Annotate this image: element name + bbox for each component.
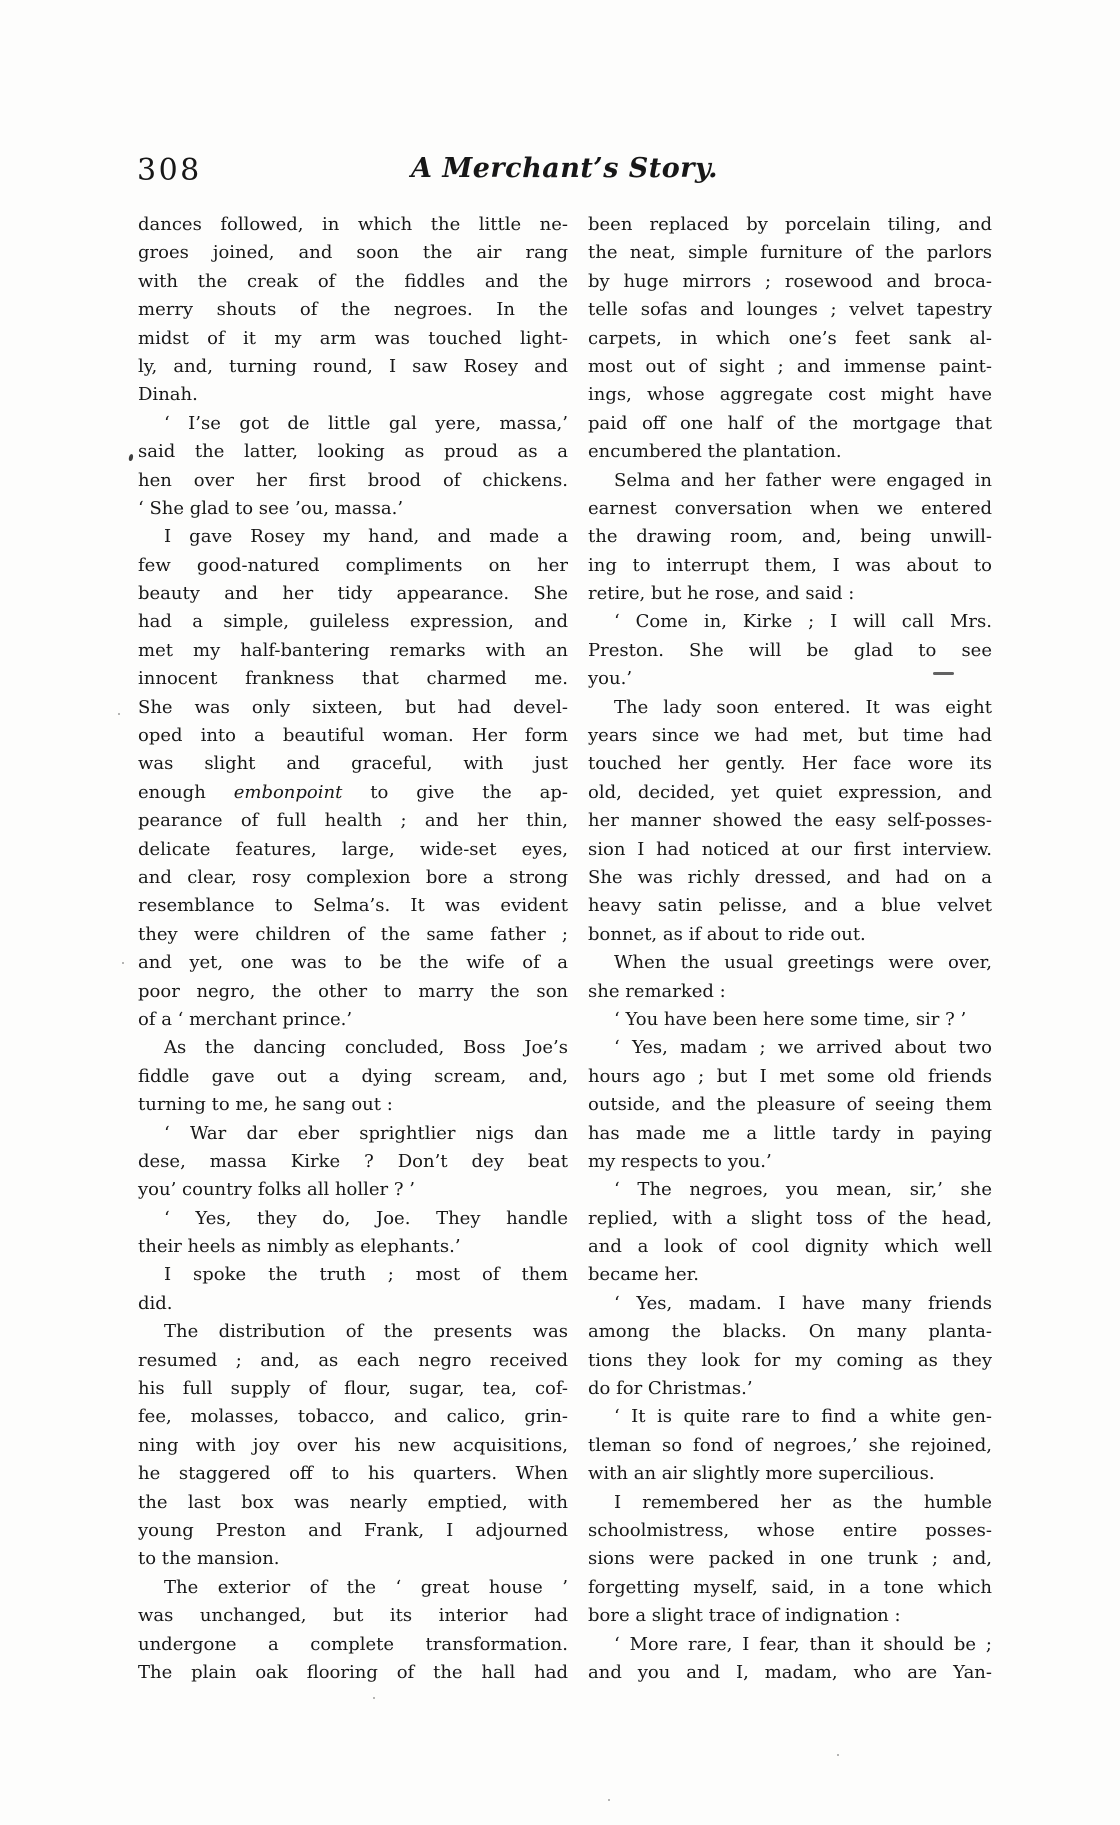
text-line: ‘ It is quite rare to find a white gen- bbox=[614, 1406, 992, 1428]
text-line: by huge mirrors ; rosewood and broca- bbox=[588, 270, 992, 292]
text-line: ‘ War dar eber sprightlier nigs dan bbox=[164, 1122, 568, 1144]
text-line: and clear, rosy complexion bore a strong bbox=[138, 866, 568, 888]
text-line: forgetting myself, said, in a tone which bbox=[588, 1576, 992, 1598]
text-line: tions they look for my coming as they bbox=[588, 1349, 992, 1371]
text-line: pearance of full health ; and her thin, bbox=[138, 810, 568, 832]
text-line: with the creak of the fiddles and the bbox=[138, 270, 568, 292]
text-line: schoolmistress, whose entire posses- bbox=[588, 1519, 992, 1541]
text-line: did. bbox=[138, 1292, 173, 1314]
scan-speck bbox=[608, 1799, 610, 1801]
scan-speck bbox=[118, 713, 120, 715]
text-line: ‘ Yes, madam ; we arrived about two bbox=[614, 1037, 992, 1059]
text-line: paid off one half of the mortgage that bbox=[588, 412, 992, 434]
text-line: resumed ; and, as each negro received bbox=[138, 1349, 568, 1371]
text-line: I spoke the truth ; most of them bbox=[164, 1264, 568, 1286]
text-line: Dinah. bbox=[138, 384, 198, 406]
text-line: hours ago ; but I met some old friends bbox=[588, 1065, 992, 1087]
text-line: ‘ You have been here some time, sir ? ’ bbox=[614, 1008, 967, 1030]
text-line: The exterior of the ‘ great house ’ bbox=[164, 1576, 568, 1598]
text-line: ‘ Yes, they do, Joe. They handle bbox=[164, 1207, 568, 1229]
text-line: of a ‘ merchant prince.’ bbox=[138, 1008, 353, 1030]
text-line: you.’ bbox=[588, 668, 633, 690]
text-line: telle sofas and lounges ; velvet tapestry bbox=[588, 299, 992, 321]
text-line: undergone a complete transformation. bbox=[138, 1633, 568, 1655]
text-line: was unchanged, but its interior had bbox=[138, 1605, 568, 1627]
text-line: years since we had met, but time had bbox=[588, 725, 992, 747]
scan-ink-mark bbox=[128, 454, 134, 462]
text-line: has made me a little tardy in paying bbox=[588, 1122, 992, 1144]
text-line: touched her gently. Her face wore its bbox=[588, 753, 992, 775]
text-line: bonnet, as if about to ride out. bbox=[588, 923, 866, 945]
text-line: said the latter, looking as proud as a bbox=[138, 441, 568, 463]
text-line: the neat, simple furniture of the parlors bbox=[588, 242, 992, 264]
text-line: carpets, in which one’s feet sank al- bbox=[588, 327, 992, 349]
text-line: When the usual greetings were over, bbox=[614, 952, 992, 974]
text-line: he staggered off to his quarters. When bbox=[138, 1463, 568, 1485]
text-line: The lady soon entered. It was eight bbox=[614, 696, 992, 718]
text-line: fiddle gave out a dying scream, and, bbox=[138, 1065, 568, 1087]
text-line: his full supply of flour, sugar, tea, cof- bbox=[138, 1378, 568, 1400]
text-line: As the dancing concluded, Boss Joe’s bbox=[164, 1037, 568, 1059]
text-line: I remembered her as the humble bbox=[614, 1491, 992, 1513]
text-line: Selma and her father were engaged in bbox=[614, 469, 992, 491]
scan-speck bbox=[837, 1754, 839, 1756]
text-line: tleman so fond of negroes,’ she rejoined, bbox=[588, 1434, 992, 1456]
text-line: sion I had noticed at our first interview. bbox=[588, 838, 992, 860]
page-number: 308 bbox=[137, 153, 202, 188]
text-line: I gave Rosey my hand, and made a bbox=[164, 526, 568, 548]
text-line: my respects to you.’ bbox=[588, 1150, 772, 1172]
text-line: sions were packed in one trunk ; and, bbox=[588, 1548, 992, 1570]
text-line: innocent frankness that charmed me. bbox=[138, 668, 568, 690]
text-line: resemblance to Selma’s. It was evident bbox=[138, 895, 568, 917]
text-line: beauty and her tidy appearance. She bbox=[138, 583, 568, 605]
text-line: been replaced by porcelain tiling, and bbox=[588, 214, 992, 235]
text-line: The distribution of the presents was bbox=[164, 1321, 568, 1343]
text-line: among the blacks. On many planta- bbox=[588, 1321, 992, 1343]
text-line: ‘ I’se got de little gal yere, massa,’ bbox=[164, 412, 568, 434]
text-line: Preston. She will be glad to see bbox=[588, 639, 992, 661]
text-line: replied, with a slight toss of the head, bbox=[588, 1207, 992, 1229]
text-line: ly, and, turning round, I saw Rosey and bbox=[138, 355, 568, 377]
text-line: She was richly dressed, and had on a bbox=[588, 866, 992, 888]
scan-speck bbox=[122, 962, 124, 964]
text-line: outside, and the pleasure of seeing them bbox=[588, 1094, 992, 1116]
text-line: bore a slight trace of indignation : bbox=[588, 1605, 901, 1627]
text-line: and you and I, madam, who are Yan- bbox=[588, 1661, 992, 1683]
text-line: merry shouts of the negroes. In the bbox=[138, 299, 568, 321]
text-line: oped into a beautiful woman. Her form bbox=[138, 725, 568, 747]
text-line: ‘ The negroes, you mean, sir,’ she bbox=[614, 1179, 992, 1201]
text-line: turning to me, he sang out : bbox=[138, 1094, 393, 1116]
text-column-left bbox=[138, 211, 568, 1687]
text-line: and yet, one was to be the wife of a bbox=[138, 952, 568, 974]
text-line: The plain oak flooring of the hall had bbox=[138, 1661, 568, 1683]
text-line: ing to interrupt them, I was about to bbox=[588, 554, 992, 576]
text-line: the drawing room, and, being unwill- bbox=[588, 526, 992, 548]
text-line: few good-natured compliments on her bbox=[138, 554, 568, 576]
text-line: earnest conversation when we entered bbox=[588, 497, 992, 519]
text-line: she remarked : bbox=[588, 980, 726, 1002]
text-line: you’ country folks all holler ? ’ bbox=[138, 1179, 415, 1201]
text-line: heavy satin pelisse, and a blue velvet bbox=[588, 895, 992, 917]
text-line: enough embonpoint to give the ap- bbox=[138, 781, 569, 803]
text-line: She was only sixteen, but had devel- bbox=[138, 696, 568, 718]
text-column-right bbox=[588, 211, 992, 1687]
text-line: ‘ Yes, madam. I have many friends bbox=[614, 1292, 992, 1314]
text-line: groes joined, and soon the air rang bbox=[138, 242, 568, 264]
text-line: was slight and graceful, with just bbox=[138, 753, 568, 775]
text-line: the last box was nearly emptied, with bbox=[138, 1491, 568, 1513]
text-line: their heels as nimbly as elephants.’ bbox=[138, 1236, 461, 1258]
text-line: do for Christmas.’ bbox=[588, 1378, 753, 1400]
text-line: young Preston and Frank, I adjourned bbox=[138, 1519, 568, 1541]
text-line: delicate features, large, wide-set eyes, bbox=[138, 838, 568, 860]
text-line: ings, whose aggregate cost might have bbox=[588, 384, 992, 406]
text-line: hen over her first brood of chickens. bbox=[138, 469, 568, 491]
text-line: with an air slightly more supercilious. bbox=[588, 1463, 935, 1485]
text-line: ning with joy over his new acquisitions, bbox=[138, 1434, 568, 1456]
text-line: poor negro, the other to marry the son bbox=[138, 980, 568, 1002]
margin-dash-mark bbox=[933, 672, 954, 675]
scan-speck bbox=[373, 1697, 375, 1699]
text-line: dese, massa Kirke ? Don’t dey beat bbox=[138, 1150, 568, 1172]
text-line: fee, molasses, tobacco, and calico, grin- bbox=[138, 1406, 568, 1428]
text-line: ‘ Come in, Kirke ; I will call Mrs. bbox=[614, 611, 992, 633]
text-line: to the mansion. bbox=[138, 1548, 280, 1570]
text-line: ‘ More rare, I fear, than it should be ; bbox=[614, 1633, 992, 1655]
text-line: they were children of the same father ; bbox=[138, 923, 568, 945]
text-line: most out of sight ; and immense paint- bbox=[588, 355, 992, 377]
text-line: dances followed, in which the little ne- bbox=[138, 214, 568, 235]
text-line: became her. bbox=[588, 1264, 700, 1286]
text-line: midst of it my arm was touched light- bbox=[138, 327, 568, 349]
text-line: old, decided, yet quiet expression, and bbox=[588, 781, 992, 803]
text-line: retire, but he rose, and said : bbox=[588, 583, 855, 605]
text-line: ‘ She glad to see ’ou, massa.’ bbox=[138, 497, 404, 519]
running-title: A Merchant’s Story. bbox=[410, 153, 718, 184]
text-line: had a simple, guileless expression, and bbox=[138, 611, 568, 633]
text-line: her manner showed the easy self-posses- bbox=[588, 810, 992, 832]
text-line: and a look of cool dignity which well bbox=[588, 1236, 992, 1258]
text-line: met my half-bantering remarks with an bbox=[138, 639, 568, 661]
text-line: encumbered the plantation. bbox=[588, 441, 842, 463]
